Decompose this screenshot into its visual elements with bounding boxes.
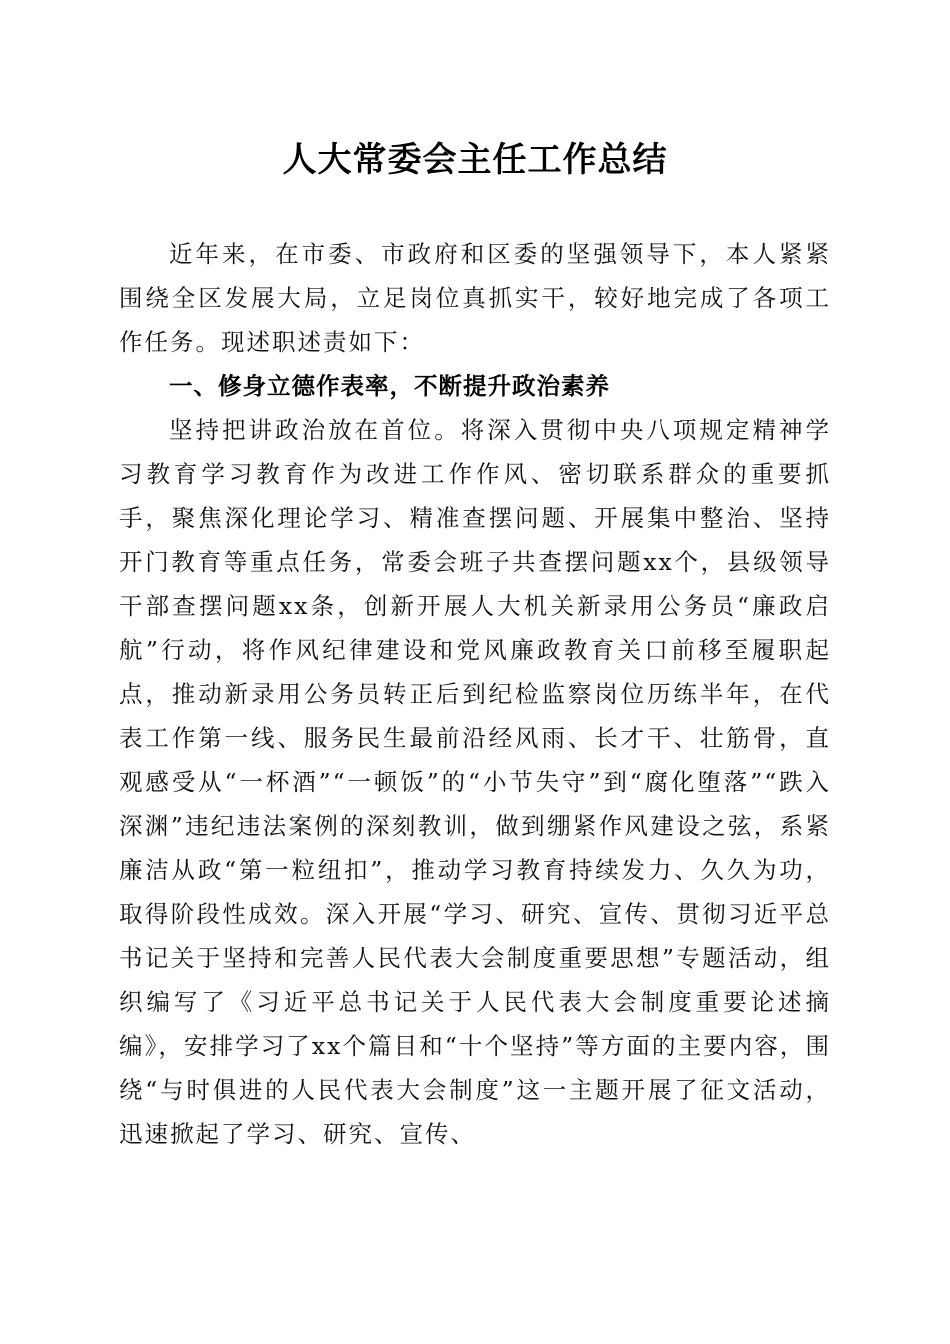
- document-title: 人大常委会主任工作总结: [282, 140, 668, 180]
- section-one-paragraph: 坚持把讲政治放在首位。将深入贯彻中央八项规定精神学习教育学习教育作为改进工作作风、密切联系群众的重要抓手，聚焦深化理论学习、精准查摆问题、开展集中整治、坚持开门教育等重点任务，常委会班子共查摆问题xx个，县级领导干部查摆问题xx条，创新开展人大机关新录用公务员“廉政启航”行动，将作风纪律建设和党风廉政教育关口前移至履职起点，推动新录用公务员转正后到纪检监察岗位历练半年，在代表工作第一线、服务民生最前沿经风雨、长才干、壮筋骨，直观感受从“一杯酒”“一顿饭”的“小节失守”到“腐化堕落”“跌入深渊”违纪违法案例的深刻教训，做到绷紧作风建设之弦，系紧廉洁从政“第一粒纽扣”，推动学习教育持续发力、久久为功，取得阶段性成效。深入开展“学习、研究、宣传、贯彻习近平总书记关于坚持和完善人民代表大会制度重要思想”专题活动，组织编写了《习近平总书记关于人民代表大会制度重要论述摘编》，安排学习了xx个篇目和“十个坚持”等方面的主要内容，围绕“与时俱进的人民代表大会制度”这一主题开展了征文活动，迅速掀起了学习、研究、宣传、: [119, 416, 831, 1148]
- intro-paragraph: 近年来，在市委、市政府和区委的坚强领导下，本人紧紧围绕全区发展大局，立足岗位真抓实干，较好地完成了各项工作任务。现述职述责如下：: [119, 240, 831, 356]
- section-one-heading: 一、修身立德作表率，不断提升政治素养: [169, 372, 610, 400]
